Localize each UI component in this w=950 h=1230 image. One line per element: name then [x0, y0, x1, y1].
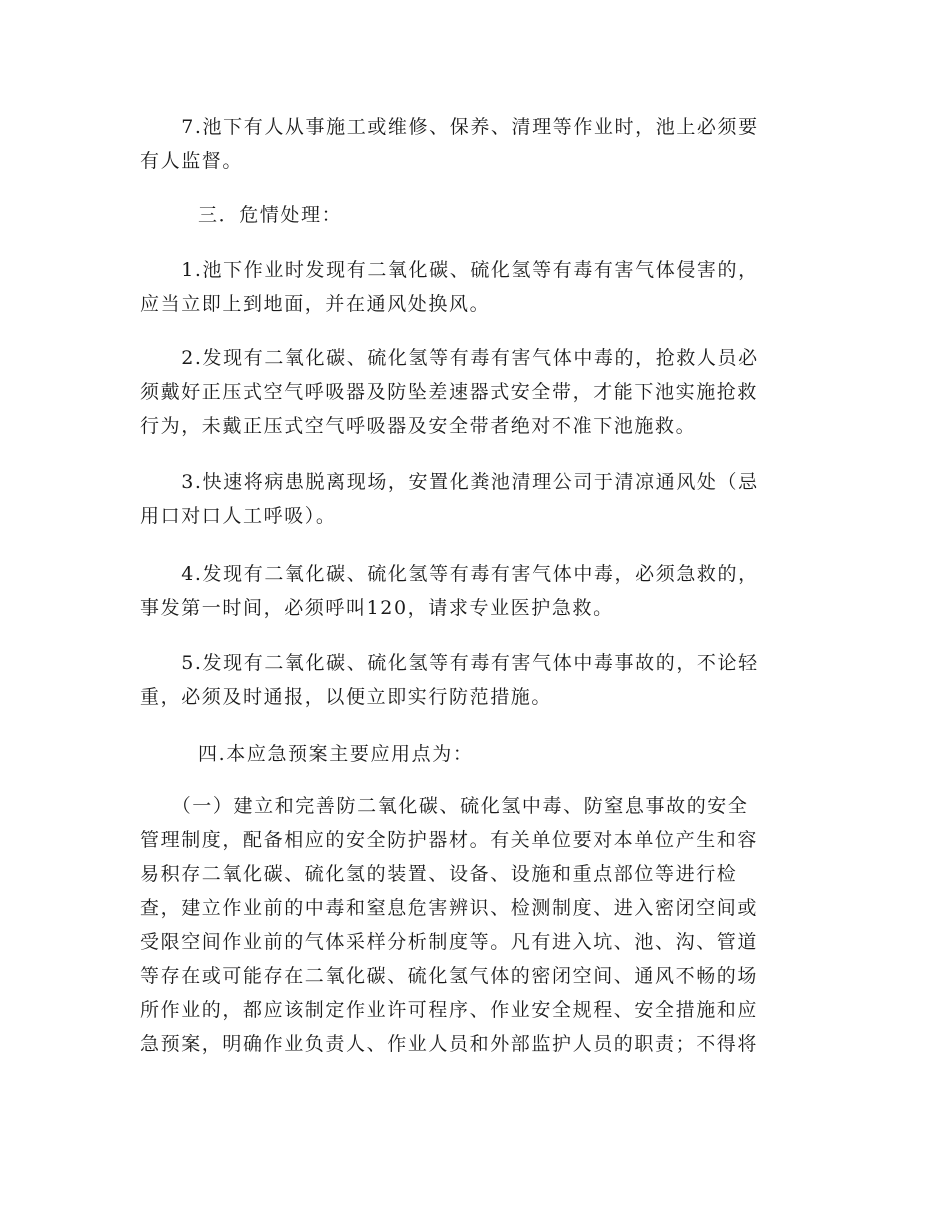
text-line: 易积存二氧化碳、硫化氢的装置、设备、设施和重点部位等进行检 — [140, 863, 738, 885]
paragraph-s4-item-1 — [140, 789, 808, 1061]
text-line: 1.池下作业时发现有二氧化碳、硫化氢等有毒有害气体侵害的， — [140, 259, 759, 281]
text-line: 4.发现有二氧化碳、硫化氢等有毒有害气体中毒，必须急救的， — [140, 563, 759, 585]
text-line: 用口对口人工呼吸）。 — [140, 505, 337, 527]
text-line: 所作业的，都应该制定作业许可程序、作业安全规程、安全措施和应 — [140, 999, 759, 1021]
text-line: 查，建立作业前的中毒和窒息危害辨识、检测制度、进入密闭空间或 — [140, 897, 759, 919]
paragraph-s3-item-4 — [140, 557, 808, 625]
paragraph-s3-item-2 — [140, 341, 808, 443]
paragraph-item-7 — [140, 110, 808, 178]
text-line: 7.池下有人从事施工或维修、保养、清理等作业时，池上必须要 — [140, 116, 759, 138]
text-line: 等存在或可能存在二氧化碳、硫化氢气体的密闭空间、通风不畅的场 — [140, 965, 759, 987]
text-line: 应当立即上到地面，并在通风处换风。 — [140, 293, 491, 315]
text-line: 5.发现有二氧化碳、硫化氢等有毒有害气体中毒事故的，不论轻 — [140, 652, 759, 674]
text-line: 3.快速将病患脱离现场，安置化粪池清理公司于清凉通风处（忌 — [140, 471, 759, 493]
text-line: 行为，未戴正压式空气呼吸器及安全带者绝对不准下池施救。 — [140, 415, 697, 437]
section-3-heading: 三．危情处理： — [198, 204, 343, 226]
section-4-heading: 四.本应急预案主要应用点为： — [198, 743, 474, 765]
paragraph-s3-item-5 — [140, 646, 808, 714]
text-line: 受限空间作业前的气体采样分析制度等。凡有进入坑、池、沟、管道 — [140, 931, 759, 953]
paragraph-s3-item-3 — [140, 465, 808, 533]
text-line: 2.发现有二氧化碳、硫化氢等有毒有害气体中毒的，抢救人员必 — [140, 347, 759, 369]
paragraph-s3-item-1 — [140, 253, 808, 321]
text-line: 管理制度，配备相应的安全防护器材。有关单位要对本单位产生和容 — [140, 829, 759, 851]
text-line: 急预案，明确作业负责人、作业人员和外部监护人员的职责；不得将 — [140, 1033, 759, 1055]
text-line: 有人监督。 — [140, 150, 244, 172]
text-line: 重，必须及时通报，以便立即实行防范措施。 — [140, 686, 553, 708]
text-line: 须戴好正压式空气呼吸器及防坠差速器式安全带，才能下池实施抢救 — [140, 381, 759, 403]
text-line: 事发第一时间，必须呼叫120，请求专业医护急救。 — [140, 597, 614, 619]
text-line: （一）建立和完善防二氧化碳、硫化氢中毒、防窒息事故的安全 — [140, 795, 749, 817]
